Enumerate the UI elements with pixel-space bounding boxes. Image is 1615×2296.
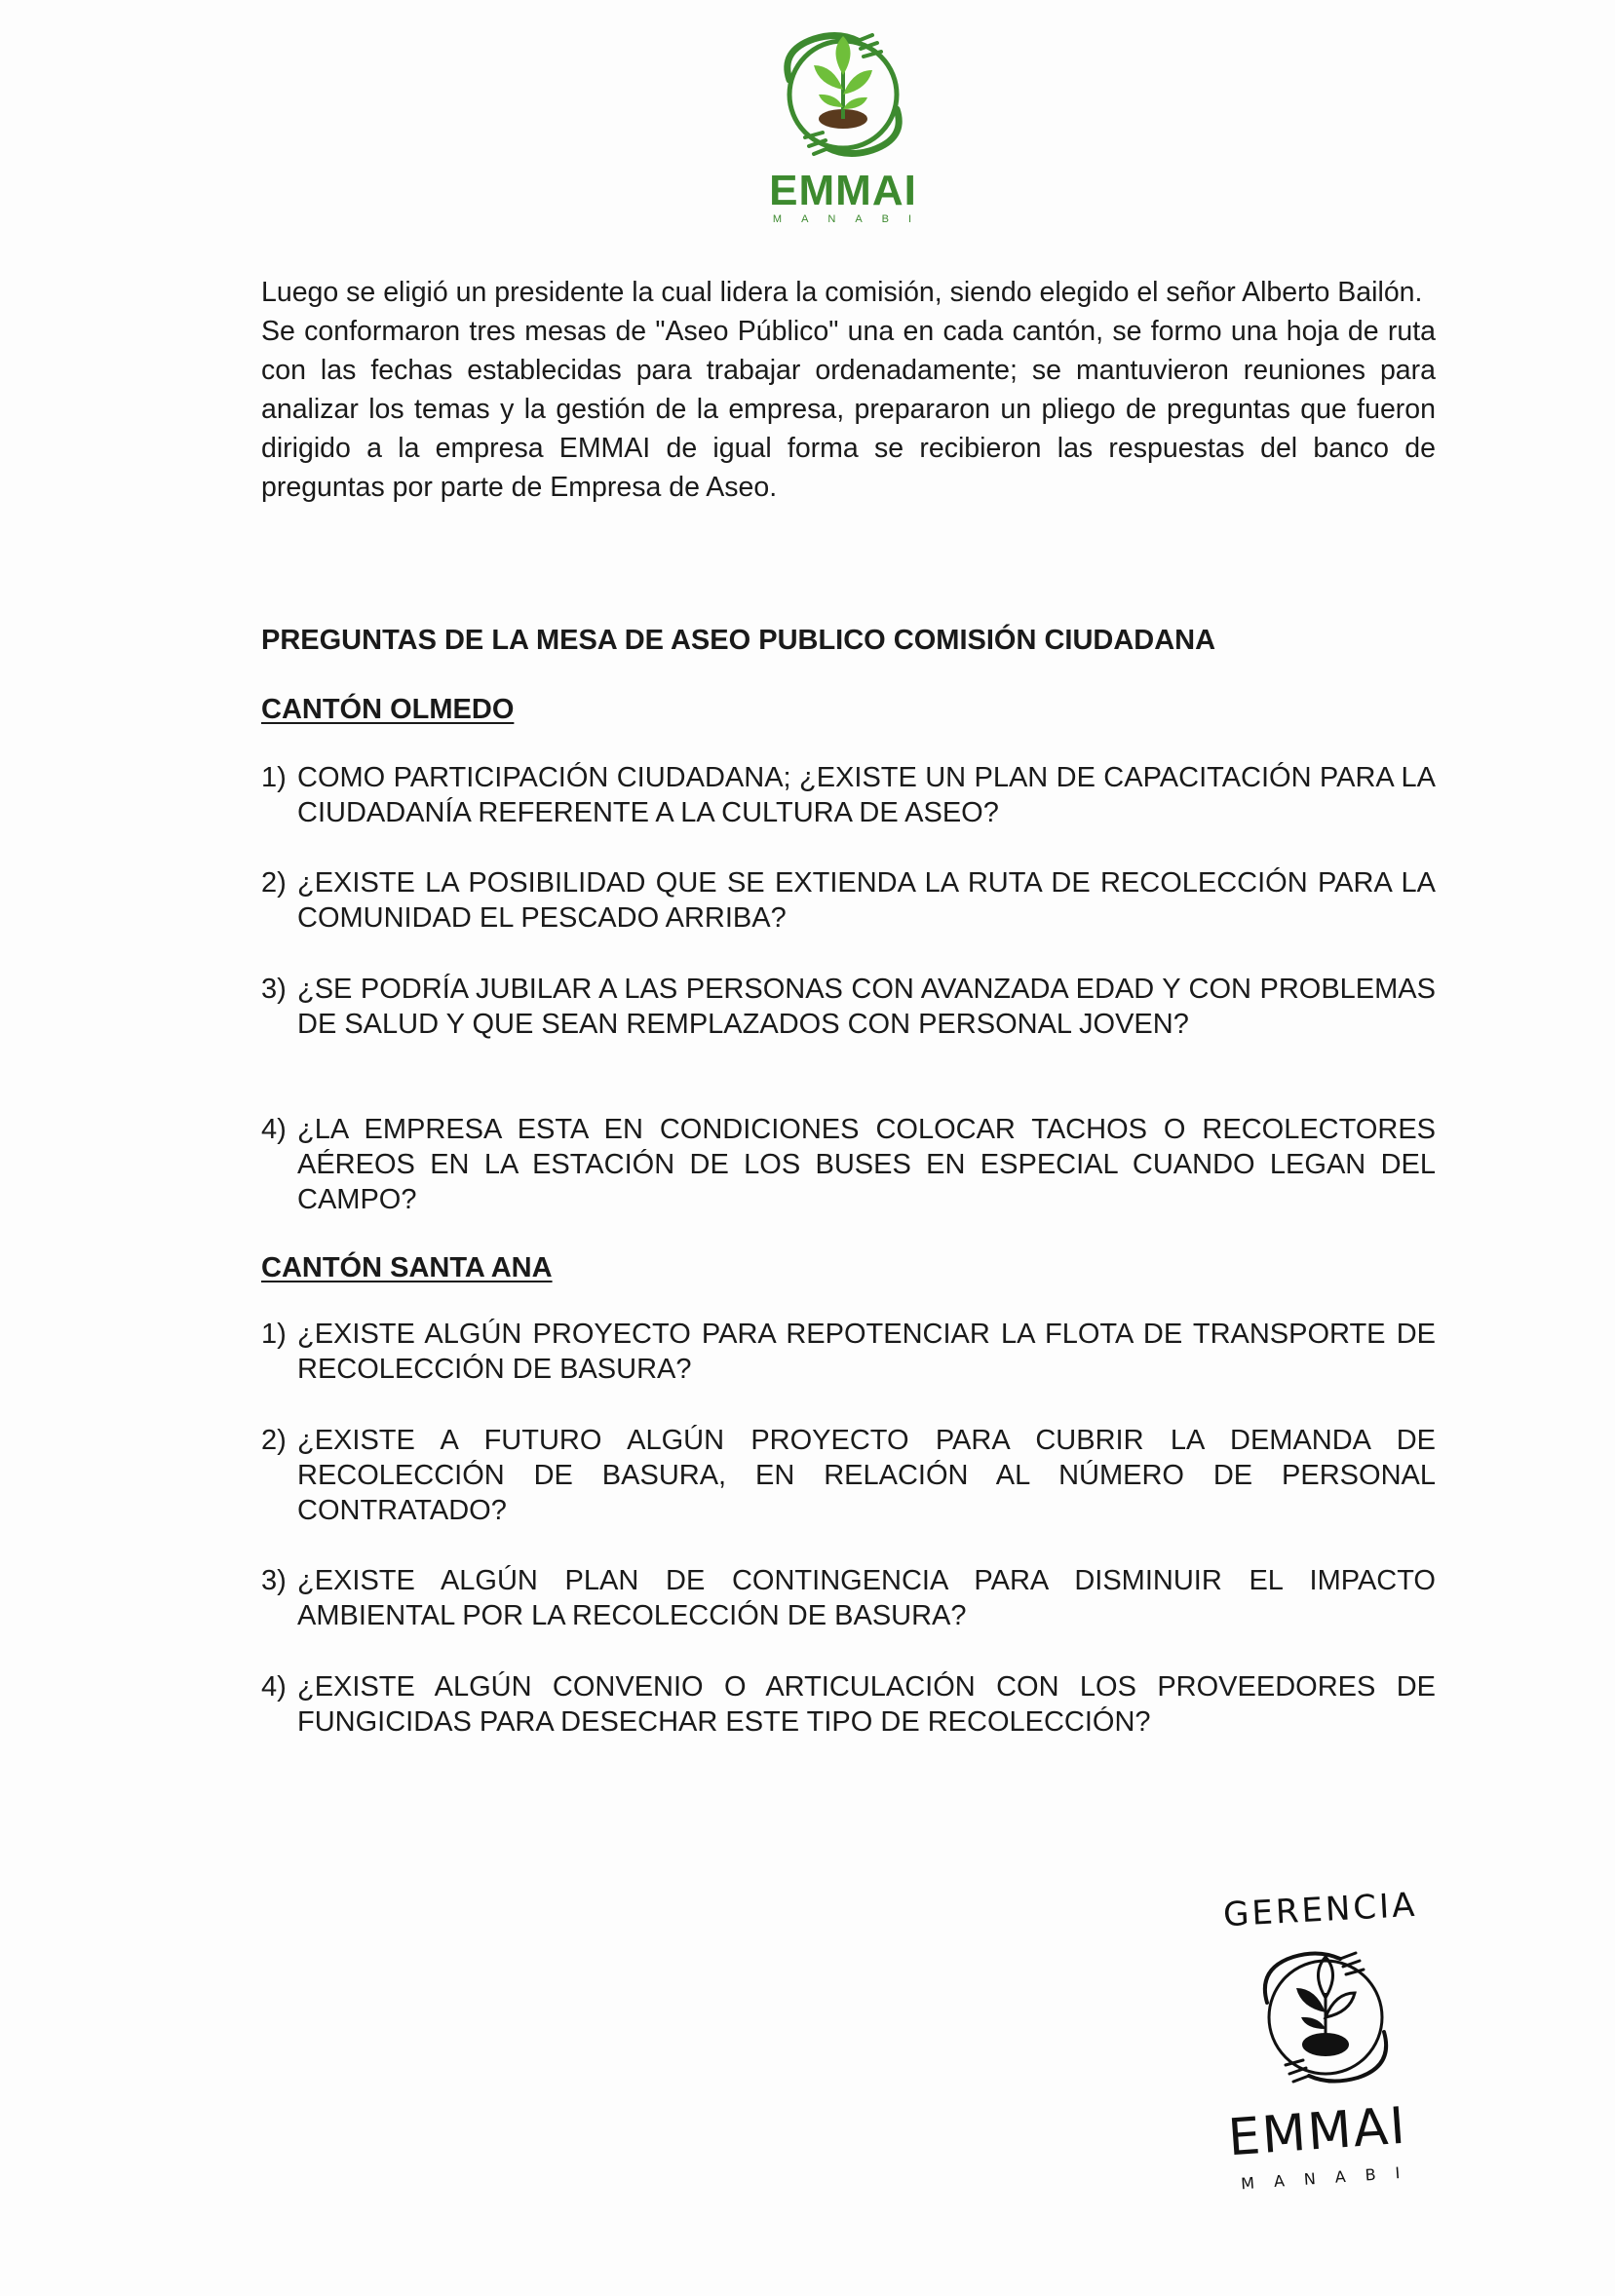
- question-text: ¿SE PODRÍA JUBILAR A LAS PERSONAS CON AVANZADA EDAD Y CON PROBLEMAS DE SALUD Y QUE SEAN REMPLAZADOS CON PERSONAL JOVEN?: [297, 974, 1436, 1040]
- question-number: 3): [261, 1565, 287, 1596]
- question-number: 2): [261, 1425, 287, 1456]
- question-text: ¿EXISTE ALGÚN PLAN DE CONTINGENCIA PARA DISMINUIR EL IMPACTO AMBIENTAL POR LA RECOLECCIÓN DE BASURA?: [297, 1565, 1436, 1631]
- question-text: ¿EXISTE LA POSIBILIDAD QUE SE EXTIENDA LA RUTA DE RECOLECCIÓN PARA LA COMUNIDAD EL PESCADO ARRIBA?: [297, 867, 1436, 934]
- question-item: [261, 1112, 1436, 1217]
- section-title: PREGUNTAS DE LA MESA DE ASEO PUBLICO COMISIÓN CIUDADANA: [261, 625, 1216, 656]
- question-text: ¿LA EMPRESA ESTA EN CONDICIONES COLOCAR TACHOS O RECOLECTORES AÉREOS EN LA ESTACIÓN DE LOS BUSES EN ESPECIAL CUANDO LEGAN DEL CAMPO?: [297, 1114, 1436, 1215]
- question-number: 2): [261, 867, 287, 899]
- question-number: 4): [261, 1114, 287, 1145]
- question-item: [261, 1563, 1436, 1633]
- question-text: ¿EXISTE A FUTURO ALGÚN PROYECTO PARA CUBRIR LA DEMANDA DE RECOLECCIÓN DE BASURA, EN RELACIÓN AL NÚMERO DE PERSONAL CONTRATADO?: [297, 1425, 1436, 1526]
- question-item: [261, 972, 1436, 1042]
- question-number: 3): [261, 974, 287, 1005]
- intro-text: [261, 273, 1436, 507]
- logo-subtitle: MANABI: [772, 213, 932, 225]
- stamp-subtitle: MANABI: [1240, 2162, 1420, 2194]
- hands-plant-stamp-icon: [1233, 1939, 1418, 2095]
- question-number: 1): [261, 762, 287, 793]
- question-item: [261, 1423, 1436, 1528]
- gerencia-stamp: [1204, 1871, 1447, 2194]
- question-item: [261, 760, 1436, 830]
- question-item: [261, 1669, 1436, 1740]
- intro-paragraph-1: Luego se eligió un presidente la cual lidera la comisión, siendo elegido el señor Alberto Bailón.: [261, 277, 1423, 308]
- canton-heading-olmedo: CANTÓN OLMEDO: [261, 694, 515, 725]
- intro-paragraph-2: Se conformaron tres mesas de "Aseo Público" una en cada cantón, se formo una hoja de ruta con las fechas establecidas para trabajar ordenadamente; se mantuvieron reuniones para analizar los temas y la gestión de la empresa, prepararon un pliego de preguntas que fueron dirigido a la empresa EMMAI de igual forma se recibieron las respuestas del banco de preguntas por parte de Empresa de Aseo.: [261, 316, 1436, 503]
- stamp-label: GERENCIA: [1222, 1885, 1419, 1935]
- stamp-name: EMMAI: [1226, 2096, 1409, 2168]
- question-text: ¿EXISTE ALGÚN PROYECTO PARA REPOTENCIAR LA FLOTA DE TRANSPORTE DE RECOLECCIÓN DE BASURA?: [297, 1319, 1436, 1385]
- question-text: COMO PARTICIPACIÓN CIUDADANA; ¿EXISTE UN PLAN DE CAPACITACIÓN PARA LA CIUDADANÍA REFERENTE A LA CULTURA DE ASEO?: [297, 762, 1436, 828]
- logo-name: EMMAI: [769, 167, 917, 214]
- question-item: [261, 1317, 1436, 1387]
- question-number: 4): [261, 1671, 287, 1703]
- question-item: [261, 865, 1436, 936]
- header-logo: [750, 21, 936, 226]
- canton-heading-santa-ana: CANTÓN SANTA ANA: [261, 1252, 553, 1283]
- question-number: 1): [261, 1319, 287, 1350]
- hands-plant-logo-icon: [760, 21, 926, 168]
- question-text: ¿EXISTE ALGÚN CONVENIO O ARTICULACIÓN CON LOS PROVEEDORES DE FUNGICIDAS PARA DESECHAR ESTE TIPO DE RECOLECCIÓN?: [297, 1671, 1436, 1738]
